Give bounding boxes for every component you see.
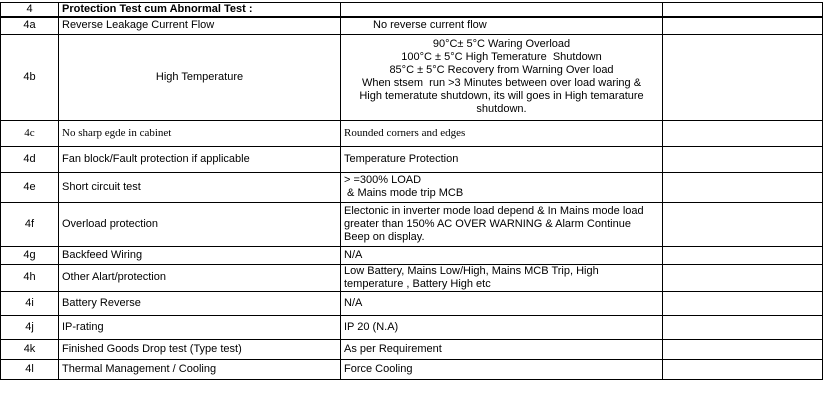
result-line: Force Cooling bbox=[344, 362, 413, 375]
remarks-cell bbox=[663, 146, 823, 172]
test-result bbox=[341, 3, 663, 18]
remarks-cell bbox=[663, 359, 823, 379]
remarks-cell bbox=[663, 291, 823, 315]
test-result bbox=[341, 146, 663, 172]
result-line: 85°C ± 5°C Recovery from Warning Over load bbox=[389, 64, 614, 76]
result-line: Rounded corners and edges bbox=[344, 126, 466, 139]
remarks-cell bbox=[663, 202, 823, 246]
table-row bbox=[1, 3, 823, 18]
result-line: 90°C± 5°C Waring Overload bbox=[432, 38, 571, 50]
remarks-cell bbox=[663, 3, 823, 18]
test-description: Fan block/Fault protection if applicable bbox=[59, 146, 341, 172]
test-result bbox=[341, 120, 663, 146]
result-line: No reverse current flow bbox=[373, 19, 487, 32]
result-line: Temperature Protection bbox=[344, 152, 459, 165]
test-result bbox=[341, 359, 663, 379]
remarks-cell bbox=[663, 246, 823, 264]
table-row bbox=[1, 315, 823, 339]
test-result bbox=[341, 264, 663, 291]
item-number: 4f bbox=[1, 202, 59, 246]
test-description: Overload protection bbox=[59, 202, 341, 246]
table-row bbox=[1, 34, 823, 120]
test-description: IP-rating bbox=[59, 315, 341, 339]
item-number: 4a bbox=[1, 17, 59, 34]
result-line: High temeratute shutdown, its will goes in High temarature bbox=[359, 90, 644, 102]
test-description: No sharp egde in cabinet bbox=[59, 120, 341, 146]
test-result bbox=[341, 291, 663, 315]
item-number: 4l bbox=[1, 359, 59, 379]
remarks-cell bbox=[663, 339, 823, 359]
test-result bbox=[341, 246, 663, 264]
table-row bbox=[1, 146, 823, 172]
test-result bbox=[341, 315, 663, 339]
table-row bbox=[1, 359, 823, 379]
test-result bbox=[341, 172, 663, 202]
item-number: 4k bbox=[1, 339, 59, 359]
item-number: 4e bbox=[1, 172, 59, 202]
result-line: Low Battery, Mains Low/High, Mains MCB Trip, High bbox=[344, 264, 599, 277]
test-description: High Temperature bbox=[59, 34, 341, 120]
remarks-cell bbox=[663, 315, 823, 339]
test-result bbox=[341, 202, 663, 246]
item-number: 4g bbox=[1, 246, 59, 264]
test-description: Short circuit test bbox=[59, 172, 341, 202]
test-description: Battery Reverse bbox=[59, 291, 341, 315]
remarks-cell bbox=[663, 34, 823, 120]
table-row bbox=[1, 202, 823, 246]
test-result bbox=[341, 339, 663, 359]
protection-test-table bbox=[0, 2, 823, 380]
item-number: 4h bbox=[1, 264, 59, 291]
remarks-cell bbox=[663, 172, 823, 202]
result-line: When stsem run >3 Minutes between over load waring & bbox=[361, 77, 642, 89]
result-line: & Mains mode trip MCB bbox=[344, 187, 464, 199]
result-line: 100°C ± 5°C High Temerature Shutdown bbox=[401, 51, 602, 63]
result-line: N/A bbox=[344, 296, 363, 309]
item-number: 4c bbox=[1, 120, 59, 146]
test-description: Finished Goods Drop test (Type test) bbox=[59, 339, 341, 359]
result-line: > =300% LOAD bbox=[344, 174, 422, 186]
table-row bbox=[1, 339, 823, 359]
test-description: Reverse Leakage Current Flow bbox=[59, 17, 341, 34]
remarks-cell bbox=[663, 120, 823, 146]
result-line: greater than 150% AC OVER WARNING & Alarm Continue bbox=[344, 217, 631, 230]
result-line: IP 20 (N.A) bbox=[344, 320, 399, 333]
item-number: 4d bbox=[1, 146, 59, 172]
item-number: 4b bbox=[1, 34, 59, 120]
item-number: 4 bbox=[1, 3, 59, 18]
remarks-cell bbox=[663, 17, 823, 34]
item-number: 4j bbox=[1, 315, 59, 339]
result-line: As per Requirement bbox=[344, 342, 442, 355]
table-row bbox=[1, 291, 823, 315]
table-row bbox=[1, 120, 823, 146]
test-description: Other Alart/protection bbox=[59, 264, 341, 291]
table-row bbox=[1, 172, 823, 202]
remarks-cell bbox=[663, 264, 823, 291]
test-description: Protection Test cum Abnormal Test : bbox=[59, 3, 341, 18]
result-line: N/A bbox=[344, 248, 363, 261]
test-description: Thermal Management / Cooling bbox=[59, 359, 341, 379]
table-row bbox=[1, 264, 823, 291]
test-result bbox=[341, 34, 663, 120]
table-body bbox=[1, 3, 823, 380]
table-row bbox=[1, 17, 823, 34]
table-row bbox=[1, 246, 823, 264]
test-result bbox=[341, 17, 663, 34]
result-line: Electonic in inverter mode load depend & In Mains mode load bbox=[344, 204, 644, 217]
test-description: Backfeed Wiring bbox=[59, 246, 341, 264]
result-line: shutdown. bbox=[476, 103, 527, 115]
item-number: 4i bbox=[1, 291, 59, 315]
result-line: Beep on display. bbox=[344, 230, 425, 243]
result-line: temperature , Battery High etc bbox=[344, 277, 491, 290]
